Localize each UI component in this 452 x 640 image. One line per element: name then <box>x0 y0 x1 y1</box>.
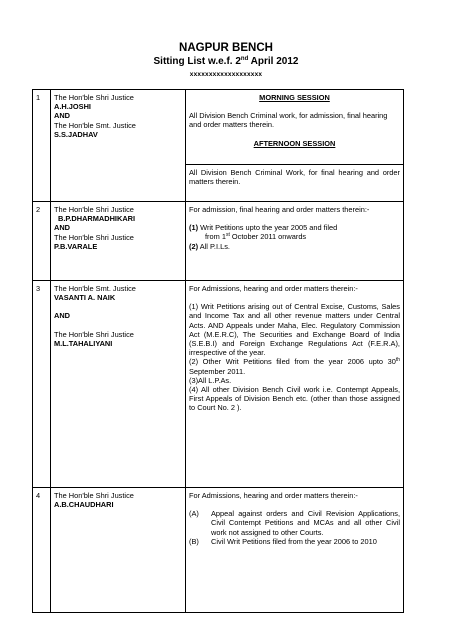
table-row <box>33 90 404 202</box>
item-label: (B) <box>189 536 199 546</box>
item-superscript: th <box>395 357 400 364</box>
item-label: (A) <box>189 509 199 519</box>
table-row <box>33 488 404 613</box>
judge-title: The Hon'ble Smt. Justice <box>54 120 136 130</box>
assignment-item <box>189 223 400 232</box>
table-row <box>33 281 404 488</box>
judges-cell <box>51 90 186 202</box>
item-text: from 1 <box>205 232 226 242</box>
judge-conjunction: AND <box>54 311 71 321</box>
assignment-intro: For Admissions, hearing and order matters therein:- <box>189 284 358 293</box>
assignment-item: (4) All other Division Bench Civil work i.e. Contempt Appeals, First Appeals of Division Bench etc. (other than those assigned to Court No. 2 ). <box>189 385 400 413</box>
item-text: (2) Other Writ Petitions filed from the year 2006 upto 30 <box>189 357 396 367</box>
row-number: 1 <box>33 90 51 202</box>
row-number: 3 <box>33 281 51 488</box>
assignment-item: (1) Writ Petitions arising out of Central Excise, Customs, Sales and Income Tax and all other revenue matters under Central Acts. AND Appeals under Maha, Elec. Regulatory Commission Act (M.E.R.C), The Securities and Exchange Board of India (S.E.B.I) and Foreign Exchange Regulations Act (F.E.R.A), irrespective of the year. <box>189 302 400 358</box>
judge-conjunction: AND <box>54 223 71 233</box>
item-text: All P.I.Ls. <box>198 241 230 251</box>
assignment-item <box>189 537 400 546</box>
judges-cell <box>51 281 186 488</box>
judge-title: The Hon'ble Shri Justice <box>54 232 134 242</box>
assignment-cell <box>186 90 404 202</box>
item-text: Writ Petitions upto the year 2005 and filed <box>198 223 338 233</box>
morning-session-text: All Division Bench Criminal work, for admission, final hearing and order matters therein. <box>189 111 388 130</box>
assignment-item <box>189 242 400 251</box>
judge-title: The Hon'ble Shri Justice <box>54 491 134 500</box>
judges-cell <box>51 202 186 281</box>
sitting-list-subtitle <box>0 56 452 67</box>
judge-name: P.B.VARALE <box>54 241 98 251</box>
item-label: (2) <box>189 241 199 251</box>
morning-session-heading: MORNING SESSION <box>259 93 330 102</box>
judge-title: The Hon'ble Shri Justice <box>54 205 134 214</box>
separator-line: xxxxxxxxxxxxxxxxxxx <box>189 71 263 78</box>
judge-title: The Hon'ble Shri Justice <box>54 329 134 339</box>
judge-name: M.L.TAHALIYANI <box>54 338 113 348</box>
judge-name: B.P.DHARMADHIKARI <box>58 214 136 224</box>
item-text: Civil Writ Petitions filed from the year 2006 to 2010 <box>211 536 377 546</box>
assignment-item <box>189 509 400 537</box>
item-superscript: st <box>225 232 230 239</box>
item-text: October 2011 onwards <box>229 232 307 242</box>
subtitle-superscript: nd <box>240 56 249 62</box>
row-number: 4 <box>33 488 51 613</box>
assignment-item <box>189 357 400 375</box>
judge-title: The Hon'ble Smt. Justice <box>54 284 136 293</box>
sitting-list-table <box>32 89 404 613</box>
judge-name: VASANTI A. NAIK <box>54 293 116 303</box>
judge-name: A.B.CHAUDHARI <box>54 500 114 510</box>
assignment-cell <box>186 281 404 488</box>
judge-name: A.H.JOSHI <box>54 102 91 112</box>
judge-title: The Hon'ble Shri Justice <box>54 93 134 102</box>
assignment-cell <box>186 202 404 281</box>
assignment-cell <box>186 488 404 613</box>
judge-name: S.S.JADHAV <box>54 129 98 139</box>
afternoon-session-text: All Division Bench Criminal Work, for final hearing and order matters therein. <box>186 164 403 189</box>
item-text: September 2011. <box>189 366 246 376</box>
judges-cell <box>51 488 186 613</box>
assignment-item: (3)All L.P.As. <box>189 375 232 385</box>
item-text: Appeal against orders and Civil Revision Applications, Civil Contempt Petitions and MCAs and all other Civil work not assigned to other Courts. <box>211 509 400 537</box>
assignment-item-continued <box>189 232 400 241</box>
row-number: 2 <box>33 202 51 281</box>
judge-conjunction: AND <box>54 111 71 121</box>
subtitle-text: Sitting List w.e.f. 2 <box>153 56 241 67</box>
item-label: (1) <box>189 223 199 233</box>
table-row <box>33 202 404 281</box>
assignment-intro: For admission, final hearing and order matters therein:- <box>189 205 370 214</box>
subtitle-text-end: April 2012 <box>248 56 299 67</box>
assignment-intro: For Admissions, hearing and order matters therein:- <box>189 491 358 500</box>
afternoon-session-heading: AFTERNOON SESSION <box>253 138 336 148</box>
bench-title: NAGPUR BENCH <box>179 42 273 54</box>
